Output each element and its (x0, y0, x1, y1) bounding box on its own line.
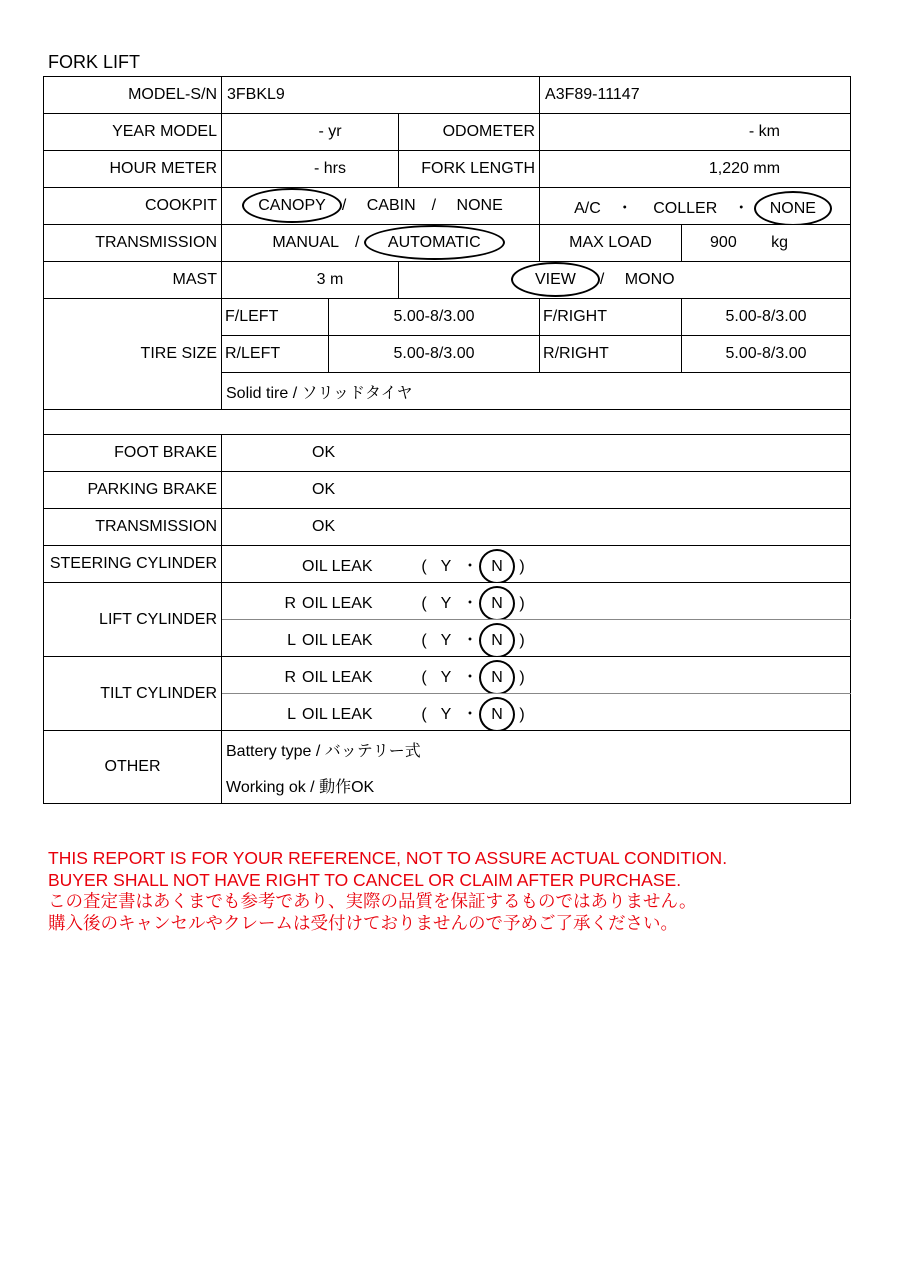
mast-option-view: VIEW (521, 271, 590, 289)
disclaimer-line-2: BUYER SHALL NOT HAVE RIGHT TO CANCEL OR CLAIM AFTER PURCHASE. (48, 869, 682, 890)
mast-option-mono: MONO (624, 271, 675, 288)
transmission-options: MANUAL / AUTOMATIC (222, 225, 540, 262)
hour-value: - hrs (222, 151, 399, 188)
tire-f-right: 5.00-8/3.00 (682, 299, 851, 336)
year-label: YEAR MODEL (44, 114, 222, 151)
tire-size-label: TIRE SIZE (44, 299, 222, 410)
tire-row-front (44, 299, 851, 336)
tire-r-left: 5.00-8/3.00 (329, 336, 540, 373)
disclaimer-line-3: この査定書はあくまでも参考であり、実際の品質を保証するものではありません。 (48, 891, 697, 911)
foot-brake-value: OK (222, 435, 851, 472)
transmission-option-automatic: AUTOMATIC (374, 234, 495, 252)
tilt-label: TILT CYLINDER (44, 657, 222, 731)
lift-l-selected-mark: N (482, 632, 512, 650)
tilt-r-row (44, 657, 851, 694)
tilt-l-oil-leak: L OIL LEAK ( Y ・ N ) (222, 694, 851, 731)
parking-brake-label: PARKING BRAKE (44, 472, 222, 509)
ac-option-ac: A/C (574, 199, 601, 217)
lift-l-oil-leak: L OIL LEAK ( Y ・ N ) (222, 620, 851, 657)
year-value: - yr (222, 114, 399, 151)
lift-r-row (44, 583, 851, 620)
cockpit-option-none: NONE (456, 197, 503, 214)
cockpit-options: CANOPY / CABIN / NONE (222, 188, 540, 225)
spacer-row (44, 410, 851, 435)
foot-brake-label: FOOT BRAKE (44, 435, 222, 472)
tire-r-left-label: R/LEFT (222, 336, 329, 373)
transmission-option-manual: MANUAL (272, 234, 340, 251)
lift-r-selected-mark: N (482, 595, 512, 613)
disclaimer-line-4: 購入後のキャンセルやクレームは受付けておりませんので予めご了承ください。 (48, 912, 678, 933)
steering-label: STEERING CYLINDER (44, 546, 222, 583)
tire-r-right: 5.00-8/3.00 (682, 336, 851, 373)
fork-value: 1,220 mm (540, 151, 851, 188)
model-value: 3FBKL9 (222, 77, 540, 114)
mast-label: MAST (44, 262, 222, 299)
tire-note: Solid tire / ソリッドタイヤ (222, 373, 851, 410)
other-row-1 (44, 731, 851, 768)
tire-r-right-label: R/RIGHT (540, 336, 682, 373)
cockpit-row (44, 188, 851, 225)
transmission-check-value: OK (222, 509, 851, 546)
model-sn-label: MODEL-S/N (44, 77, 222, 114)
cockpit-label: COOKPIT (44, 188, 222, 225)
mast-value: 3 m (222, 262, 399, 299)
other-label: OTHER (44, 731, 222, 804)
steering-row (44, 546, 851, 583)
other-line-2: Working ok / 動作OK (222, 767, 851, 804)
other-line-1: Battery type / バッテリー式 (222, 731, 851, 768)
tilt-r-selected-mark: N (482, 669, 512, 687)
serial-value: A3F89-11147 (540, 77, 851, 114)
lift-r-oil-leak: R OIL LEAK ( Y ・ N ) (222, 583, 851, 620)
transmission-label: TRANSMISSION (44, 225, 222, 262)
hour-label: HOUR METER (44, 151, 222, 188)
odometer-label: ODOMETER (399, 114, 540, 151)
tire-f-left-label: F/LEFT (222, 299, 329, 336)
tire-f-left: 5.00-8/3.00 (329, 299, 540, 336)
disclaimer-line-1: THIS REPORT IS FOR YOUR REFERENCE, NOT TO ASSURE ACTUAL CONDITION. (48, 848, 728, 868)
ac-option-none: NONE (764, 200, 822, 218)
parking-brake-row (44, 472, 851, 509)
tilt-l-selected-mark: N (482, 706, 512, 724)
maxload-label: MAX LOAD (540, 225, 682, 262)
ac-options: A/C ・ COLLER ・ NONE (540, 188, 851, 225)
year-row (44, 114, 851, 151)
mast-row (44, 262, 851, 299)
fork-label: FORK LENGTH (399, 151, 540, 188)
hour-row (44, 151, 851, 188)
foot-brake-row (44, 435, 851, 472)
lift-label: LIFT CYLINDER (44, 583, 222, 657)
document-title: FORK LIFT (48, 52, 141, 72)
inspection-table (43, 76, 851, 804)
disclaimer (48, 848, 727, 934)
maxload-value: 900 (710, 234, 737, 251)
mast-options: VIEW / MONO (399, 262, 851, 299)
cockpit-option-cabin: CABIN (366, 197, 416, 214)
parking-brake-value: OK (222, 472, 851, 509)
steering-selected-mark: N (482, 558, 512, 576)
cockpit-option-canopy: CANOPY (252, 197, 332, 215)
transmission-check-label: TRANSMISSION (44, 509, 222, 546)
model-row (44, 77, 851, 114)
tilt-r-oil-leak: R OIL LEAK ( Y ・ N ) (222, 657, 851, 694)
transmission-row (44, 225, 851, 262)
ac-option-coller: COLLER (653, 199, 718, 217)
steering-oil-leak: OIL LEAK ( Y ・ N ) (222, 546, 851, 583)
odometer-value: - km (540, 114, 851, 151)
tire-f-right-label: F/RIGHT (540, 299, 682, 336)
spacer-cell (44, 410, 851, 435)
maxload-unit: kg (771, 234, 789, 251)
transmission-check-row (44, 509, 851, 546)
maxload-cell (682, 225, 851, 262)
